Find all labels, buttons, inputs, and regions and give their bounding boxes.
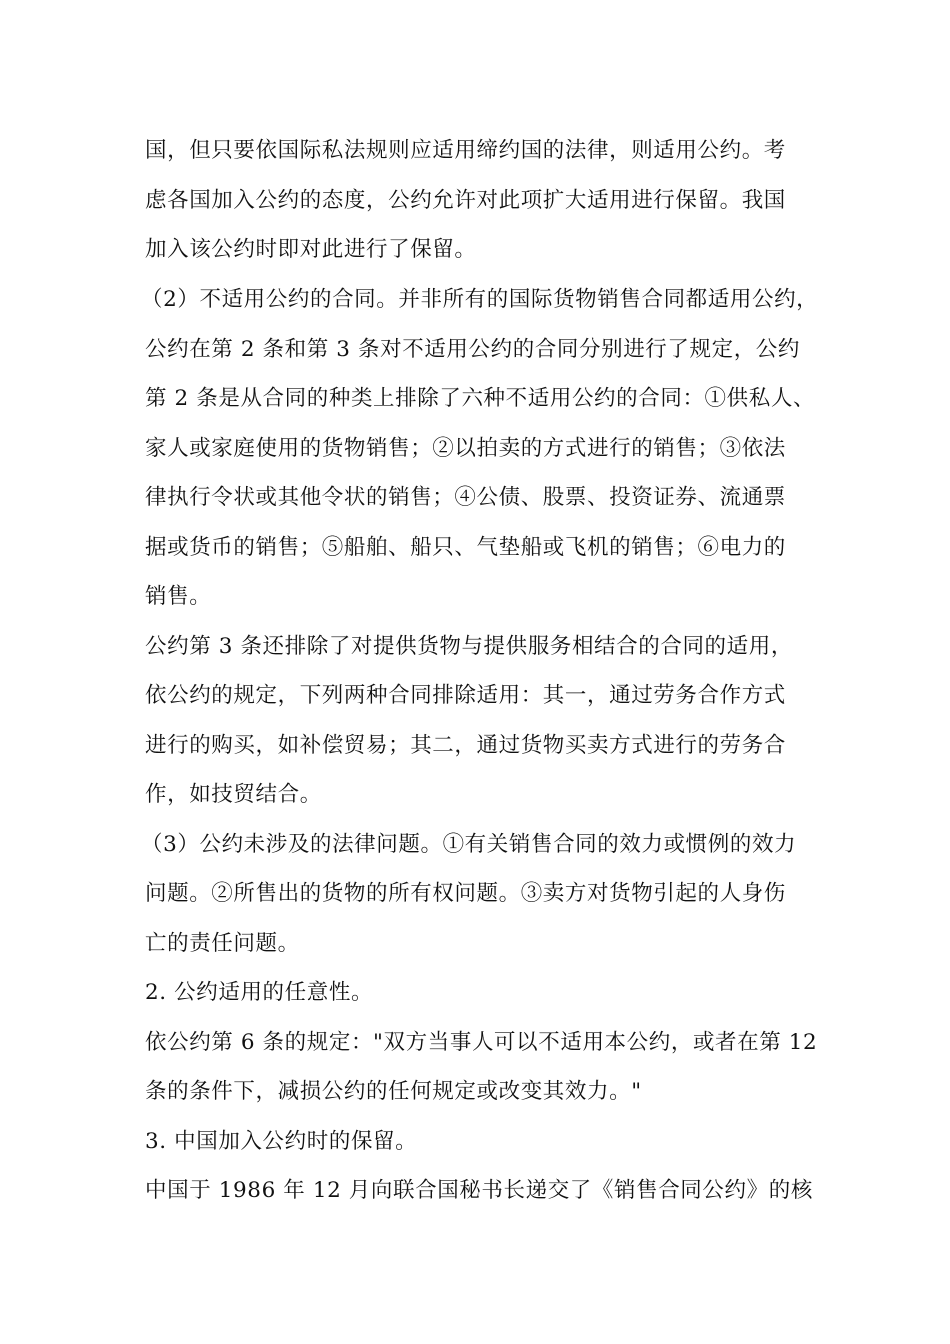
text-line: 作，如技贸结合。 bbox=[145, 782, 322, 807]
text-line: 加入该公约时即对此进行了保留。 bbox=[145, 237, 477, 262]
text-line: 依公约的规定，下列两种合同排除适用：其一，通过劳务合作方式 bbox=[145, 683, 786, 708]
text-line: 进行的购买，如补偿贸易；其二，通过货物买卖方式进行的劳务合 bbox=[145, 733, 786, 758]
text-line: 律执行令状或其他令状的销售；④公债、股票、投资证券、流通票 bbox=[145, 485, 786, 510]
text-line: 据或货币的销售；⑤船舶、船只、气垫船或飞机的销售；⑥电力的 bbox=[145, 535, 786, 560]
text-line: 公约第 3 条还排除了对提供货物与提供服务相结合的合同的适用， bbox=[145, 634, 793, 659]
text-line: 公约在第 2 条和第 3 条对不适用公约的合同分别进行了规定，公约 bbox=[145, 337, 800, 362]
text-line: 问题。②所售出的货物的所有权问题。③卖方对货物引起的人身伤 bbox=[145, 881, 786, 906]
text-line: 亡的责任问题。 bbox=[145, 931, 300, 956]
text-line: 虑各国加入公约的态度，公约允许对此项扩大适用进行保留。我国 bbox=[145, 188, 786, 213]
text-line: 条的条件下，减损公约的任何规定或改变其效力。" bbox=[145, 1079, 642, 1104]
text-line: （3）公约未涉及的法律问题。①有关销售合同的效力或惯例的效力 bbox=[141, 832, 797, 857]
text-line: （2）不适用公约的合同。并非所有的国际货物销售合同都适用公约， bbox=[141, 287, 819, 312]
text-line: 3. 中国加入公约时的保留。 bbox=[145, 1129, 418, 1154]
text-line: 第 2 条是从合同的种类上排除了六种不适用公约的合同：①供私人、 bbox=[145, 386, 816, 411]
text-line: 国，但只要依国际私法规则应适用缔约国的法律，则适用公约。考 bbox=[145, 138, 786, 163]
text-line: 家人或家庭使用的货物销售；②以拍卖的方式进行的销售；③依法 bbox=[145, 436, 786, 461]
text-line: 中国于 1986 年 12 月向联合国秘书长递交了《销售合同公约》的核 bbox=[145, 1178, 813, 1203]
text-line: 2. 公约适用的任意性。 bbox=[145, 980, 374, 1005]
text-line: 依公约第 6 条的规定："双方当事人可以不适用本公约，或者在第 12 bbox=[145, 1030, 818, 1055]
text-line: 销售。 bbox=[145, 584, 212, 609]
